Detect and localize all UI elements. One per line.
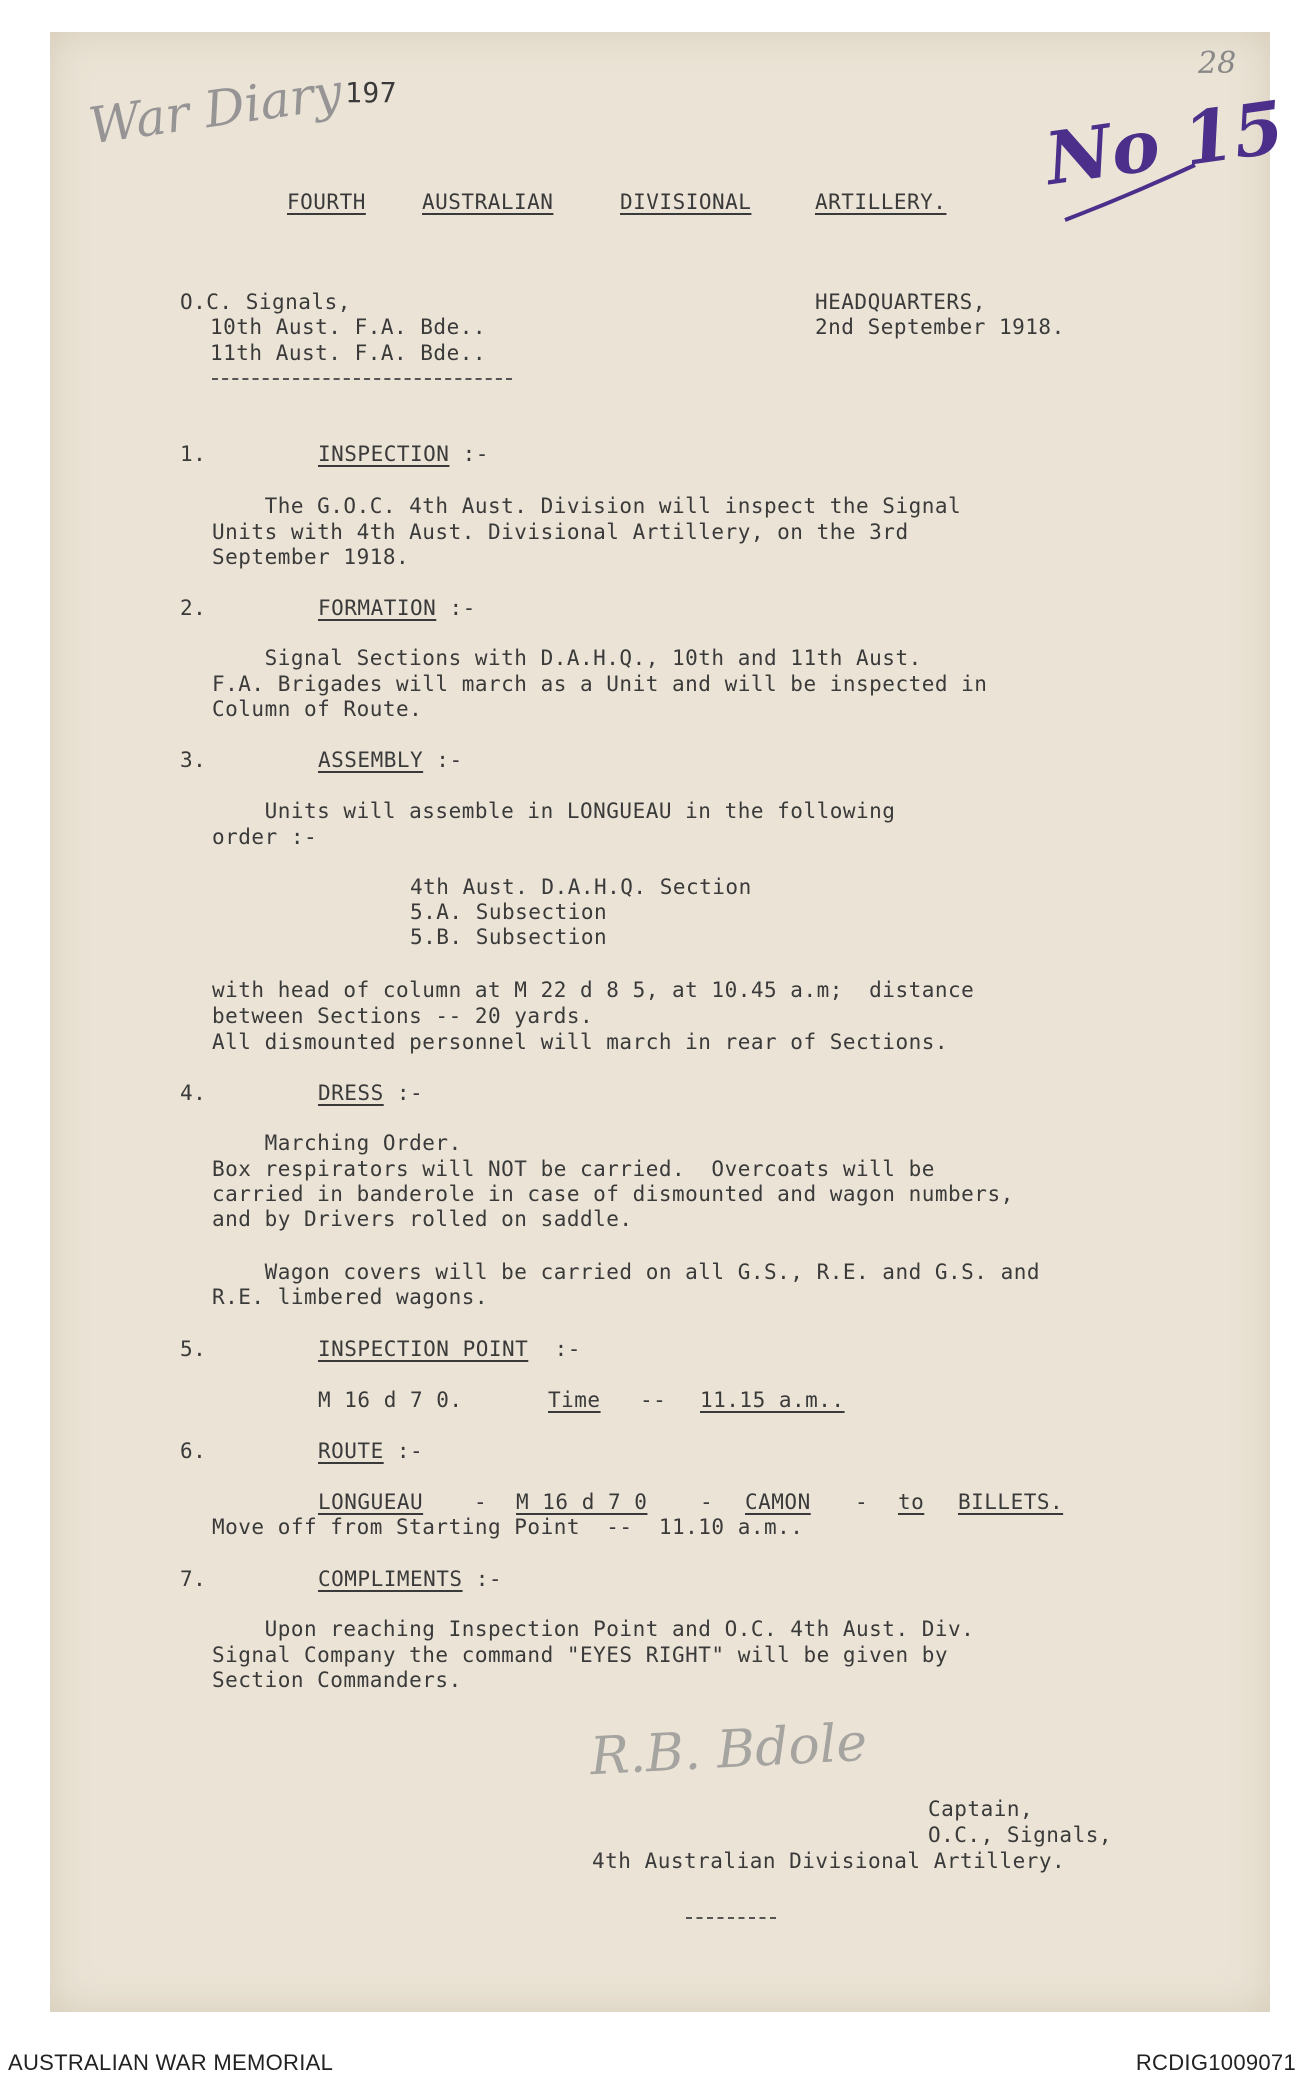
body-line: Box respirators will NOT be carried. Overcoats will be bbox=[212, 1157, 935, 1181]
body-line: The G.O.C. 4th Aust. Division will inspect the Signal bbox=[212, 494, 962, 518]
order-list-item: 4th Aust. D.A.H.Q. Section bbox=[410, 875, 752, 899]
heading-suffix: :- bbox=[383, 1439, 424, 1463]
section-heading-row bbox=[318, 1567, 502, 1592]
page-number-197: 197 bbox=[345, 76, 398, 109]
body-line: between Sections -- 20 yards. bbox=[212, 1004, 594, 1028]
addressee-rule bbox=[212, 378, 512, 380]
route-dash: - bbox=[855, 1490, 869, 1514]
end-rule bbox=[686, 1917, 776, 1919]
section-heading-row bbox=[318, 748, 463, 773]
heading-suffix: :- bbox=[528, 1337, 581, 1361]
section-heading-row bbox=[318, 1337, 581, 1362]
body-line: Section Commanders. bbox=[212, 1668, 462, 1692]
folio-number: 28 bbox=[1198, 46, 1237, 81]
inspection-point-ref: M 16 d 7 0. bbox=[318, 1388, 463, 1412]
footer-record-id: RCDIG1009071 bbox=[1135, 2050, 1296, 2075]
body-line: Signal Company the command "EYES RIGHT" will be given by bbox=[212, 1643, 949, 1667]
body-line: September 1918. bbox=[212, 545, 410, 569]
letter-date: 2nd September 1918. bbox=[815, 315, 1065, 339]
inspection-time: 11.15 a.m.. bbox=[700, 1388, 845, 1412]
footer-institution: AUSTRALIAN WAR MEMORIAL bbox=[8, 2050, 334, 2075]
section-number: 6. bbox=[180, 1439, 207, 1463]
order-list-item: 5.B. Subsection bbox=[410, 925, 608, 949]
section-number: 4. bbox=[180, 1081, 207, 1105]
section-number: 5. bbox=[180, 1337, 207, 1361]
body-line: Column of Route. bbox=[212, 697, 423, 721]
title-word-2: AUSTRALIAN bbox=[422, 190, 554, 214]
body-line: Units with 4th Aust. Divisional Artillery, on the 3rd bbox=[212, 520, 909, 544]
heading-suffix: :- bbox=[383, 1081, 424, 1105]
route-dash: - bbox=[700, 1490, 714, 1514]
order-number-underline bbox=[1060, 150, 1200, 230]
order-list-item: 5.A. Subsection bbox=[410, 900, 608, 924]
time-separator: -- bbox=[640, 1388, 667, 1412]
body-line: F.A. Brigades will march as a Unit and will be inspected in bbox=[212, 672, 988, 696]
section-heading: INSPECTION POINT bbox=[318, 1337, 529, 1361]
section-heading-row bbox=[318, 1081, 423, 1106]
order-number-note: No 15 bbox=[1040, 83, 1289, 202]
section-heading-row bbox=[318, 596, 476, 621]
route-stop: M 16 d 7 0 bbox=[516, 1490, 648, 1514]
section-heading: FORMATION bbox=[318, 596, 437, 620]
heading-suffix: :- bbox=[462, 1567, 503, 1591]
section-heading: INSPECTION bbox=[318, 442, 450, 466]
section-heading-row bbox=[318, 1439, 423, 1464]
body-line: order :- bbox=[212, 825, 318, 849]
route-stop: CAMON bbox=[745, 1490, 811, 1514]
body-line: R.E. limbered wagons. bbox=[212, 1285, 489, 1309]
body-line: All dismounted personnel will march in rear of Sections. bbox=[212, 1030, 949, 1054]
route-stop: BILLETS. bbox=[958, 1490, 1064, 1514]
title-word-3: DIVISIONAL bbox=[620, 190, 752, 214]
move-off-line: Move off from Starting Point -- 11.10 a.m.. bbox=[212, 1515, 804, 1539]
route-dash: - bbox=[474, 1490, 488, 1514]
title-word-1: FOURTH bbox=[287, 190, 366, 214]
route-stop: LONGUEAU bbox=[318, 1490, 424, 1514]
body-line: carried in banderole in case of dismounted and wagon numbers, bbox=[212, 1182, 1014, 1206]
section-number: 7. bbox=[180, 1567, 207, 1591]
title-word-4: ARTILLERY. bbox=[815, 190, 947, 214]
heading-suffix: :- bbox=[436, 596, 476, 620]
heading-suffix: :- bbox=[449, 442, 489, 466]
signature-unit: 4th Australian Divisional Artillery. bbox=[592, 1849, 1066, 1873]
body-line: Marching Order. bbox=[212, 1131, 462, 1155]
body-line: with head of column at M 22 d 8 5, at 10.45 a.m; distance bbox=[212, 978, 975, 1002]
signature-title: O.C., Signals, bbox=[928, 1823, 1113, 1847]
section-heading: ROUTE bbox=[318, 1439, 384, 1463]
body-line: and by Drivers rolled on saddle. bbox=[212, 1207, 633, 1231]
section-number: 2. bbox=[180, 596, 207, 620]
body-line: Units will assemble in LONGUEAU in the following bbox=[212, 799, 896, 823]
section-heading: DRESS bbox=[318, 1081, 384, 1105]
section-number: 3. bbox=[180, 748, 207, 772]
body-line: Wagon covers will be carried on all G.S., R.E. and G.S. and bbox=[212, 1260, 1041, 1284]
section-number: 1. bbox=[180, 442, 207, 466]
section-heading-row bbox=[318, 442, 489, 467]
section-heading: COMPLIMENTS bbox=[318, 1567, 463, 1591]
war-diary-note: War Diary bbox=[85, 62, 346, 156]
headquarters-label: HEADQUARTERS, bbox=[815, 290, 986, 314]
route-stop: to bbox=[898, 1490, 925, 1514]
signature-rank: Captain, bbox=[928, 1797, 1034, 1821]
addressee-line: 10th Aust. F.A. Bde.. bbox=[210, 315, 487, 339]
body-line: Signal Sections with D.A.H.Q., 10th and 11th Aust. bbox=[212, 646, 922, 670]
heading-suffix: :- bbox=[423, 748, 463, 772]
addressee-line: O.C. Signals, bbox=[180, 290, 351, 314]
body-line: Upon reaching Inspection Point and O.C. 4th Aust. Div. bbox=[212, 1617, 975, 1641]
time-label: Time bbox=[548, 1388, 601, 1412]
handwritten-signature: R.B. Bdole bbox=[588, 1712, 869, 1788]
section-heading: ASSEMBLY bbox=[318, 748, 424, 772]
addressee-line: 11th Aust. F.A. Bde.. bbox=[210, 341, 487, 365]
